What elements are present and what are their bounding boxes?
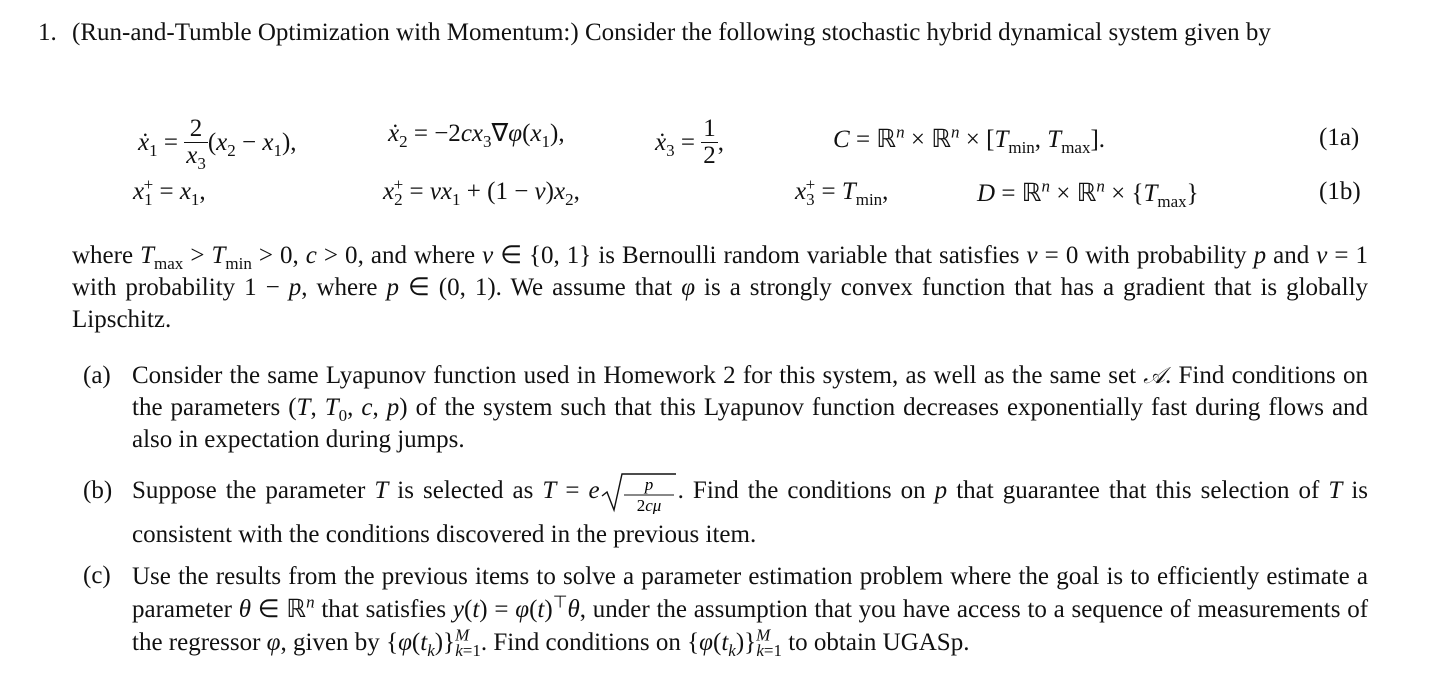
item-c-text-1: Use the results from the previous items to solve a parameter estimation problem where the goal is to efficiently estimate a parameter — [132, 563, 1368, 623]
eq-label-1b: (1b) — [1319, 178, 1361, 205]
problem-1 — [38, 17, 1368, 87]
where-text-1: where — [72, 242, 134, 269]
item-c-text-6: to obtain UGASp. — [788, 629, 970, 656]
item-c-text-2: that satisfies — [321, 596, 447, 623]
eq-jump-set: D = ℝ$^n$ × ℝ$^n$ × $\{T_{max}\}$ — [977, 176, 1199, 211]
where-paragraph: where $T_{max} > T_{min} > 0$, c > 0, and where v ∈ {0, 1} is Bernoulli random variable that satisfies v = 0 with probability p and v = 1 with probability 1 − p, where p ∈ (0, 1). We assume that φ is a strongly convex function that has a gradient that is globally Lipschitz. — [72, 242, 1369, 333]
problem-number: 1. — [38, 19, 57, 46]
where-text-9: is a strongly convex function that has a gradient that is globally Lipschitz. — [72, 274, 1369, 333]
problem-intro: Consider the following stochastic hybrid dynamical system given by — [584, 19, 1271, 46]
item-b-text-4: that guarantee that this selection of — [956, 477, 1320, 504]
item-a-text-3: of the system such that this Lyapunov function decreases exponentially fast during flows and also in expectation during jumps. — [132, 394, 1369, 453]
item-c-text-5: . Find conditions on — [480, 629, 681, 656]
item-b-text: Suppose the parameter T is selected as T = e p 2cμ . Find the conditions on p that guarantee that this selection of T is consistent with the conditions discovered in the previous item. — [132, 470, 1368, 556]
where-text-3: is Bernoulli random variable that satisfies — [598, 242, 1020, 269]
item-c-label: (c) — [83, 562, 111, 589]
sqrt-symbol — [600, 470, 678, 514]
where-text-8: . We assume that — [495, 274, 673, 301]
item-a-label: (a) — [83, 362, 111, 389]
eq-x3dot: ẋ$_3$ = $\frac{1}{2}$ , — [655, 115, 724, 169]
item-c-text-4: , given by — [280, 629, 380, 656]
where-text-5: and — [1273, 242, 1310, 269]
item-b-text-3: . Find the conditions on — [677, 477, 926, 504]
item-c-text-3: , under the assumption that you have access to a sequence of measurements of the regressor — [132, 596, 1369, 656]
item-b-text-1: Suppose the parameter — [132, 477, 366, 504]
where-text-2: , and where — [357, 242, 476, 269]
svg-text:2cμ: 2cμ — [636, 496, 661, 515]
eq-x3plus: $x_3^+ = T_{min}$, — [795, 174, 889, 209]
where-text-7: , where — [301, 274, 378, 301]
item-b-text-2: is selected as — [397, 477, 534, 504]
problem-statement — [72, 17, 1368, 49]
item-a-text: Consider the same Lyapunov function used in Homework 2 for this system, as well as the same set 𝒜. Find conditions on the parameters (T, $T_0$, c, p) of the system such that this Lyapunov function decreases exponentially fast during flows and also in expectation during jumps. — [132, 362, 1369, 453]
problem-title: (Run-and-Tumble Optimization with Momentum:) — [72, 19, 579, 46]
eq-x1dot: ẋ$_1$ = $\frac{2}{x_3}$ $(x_2 - x_1)$, — [138, 115, 297, 173]
item-b-text-5: is consistent with the conditions discovered in the previous item. — [132, 477, 1369, 549]
svg-text:p: p — [644, 475, 653, 495]
eq-flow-set: C = ℝ$^n$ × ℝ$^n$ × [$T_{min}$, $T_{max}$]. — [833, 122, 1106, 157]
item-c-text: Use the results from the previous items to solve a parameter estimation problem where the goal is to efficiently estimate a parameter θ ∈ ℝ$^n$ that satisfies y(t) = φ(t)⊤θ, under the assumption that you have access to a sequence of measurements of the regressor φ, given by $\{\varphi(t_k)\}^M_{k=1}$. Find conditions on $\{\varphi(t_k)\}^M_{k=1}$ to obtain UGASp. — [132, 563, 1369, 660]
eq-label-1a: (1a) — [1319, 124, 1360, 151]
where-text-4: with probability — [1085, 242, 1247, 269]
where-text-6: with probability — [72, 274, 236, 301]
sqrt-expression — [600, 470, 678, 514]
eq-x2dot: ẋ$_2$ = $-2cx_3\nabla\varphi(x_1)$, — [388, 120, 565, 151]
equation-1a — [0, 104, 1436, 173]
eq-x1plus: $x_1^+ = x_1$, — [133, 174, 206, 209]
item-b-label: (b) — [83, 477, 113, 504]
eq-x2plus: $x_2^+ = vx_1 + (1 - v)x_2$, — [383, 174, 580, 209]
item-a-text-2: Find conditions on the parameters — [132, 362, 1368, 421]
equation-1b — [0, 164, 1436, 224]
item-a-text-1: Consider the same Lyapunov function used in Homework 2 for this system, as well as the same set — [132, 362, 1137, 389]
